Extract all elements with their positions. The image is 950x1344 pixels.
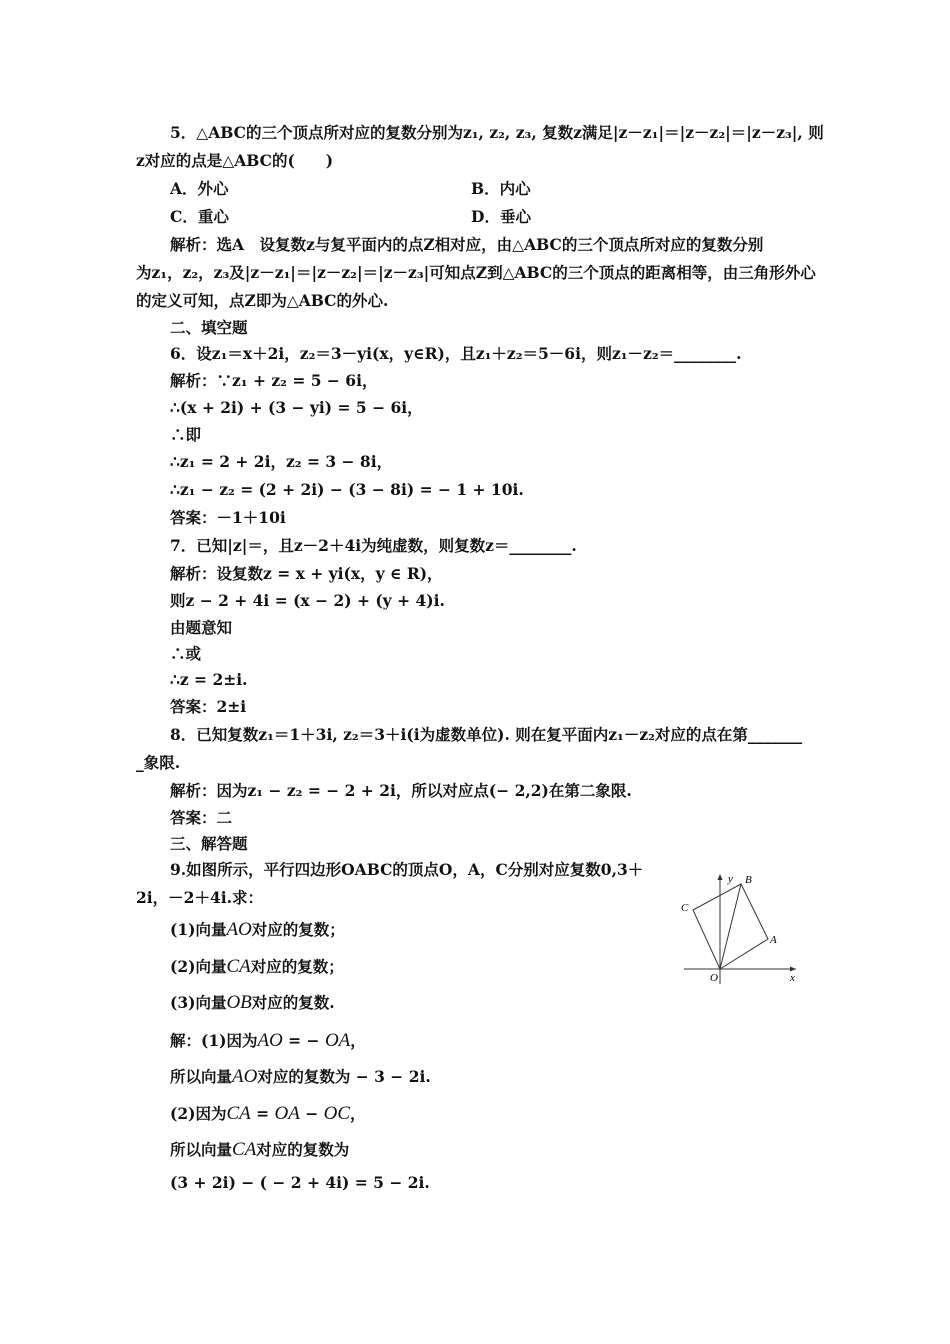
q5-analysis-2: 为z₁，z₂，z₃及|z－z₁|＝|z－z₂|＝|z－z₃|可知点Z到△ABC的三个顶点的距离相等，由三角形外心: [136, 263, 816, 282]
diagonal-ob: [720, 884, 741, 969]
q9-solution-2: (2)因为CA = OA − OC，: [170, 1103, 366, 1124]
q6-step: ∴即: [170, 425, 202, 444]
q6-answer: 答案：－1＋10i: [170, 508, 286, 527]
vector-oa: OA: [274, 1103, 300, 1124]
q5-line1: 5．△ABC的三个顶点所对应的复数分别为z₁, z₂, z₃, 复数z满足|z－z₁|＝|z－z₂|＝|z－z₃|, 则: [170, 123, 824, 142]
vector-ao: AO: [226, 919, 252, 940]
q7-question: 7．已知|z|＝，且z－2＋4i为纯虚数，则复数z＝________.: [170, 536, 577, 555]
label-y: y: [728, 873, 733, 885]
q5-option-c: C．重心: [170, 207, 229, 226]
q7-step: ∴z = 2±i.: [170, 670, 248, 689]
q6-question: 6．设z₁＝x＋2i，z₂＝3－yi(x，y∈R)，且z₁＋z₂＝5－6i，则z₁－z₂＝________.: [170, 344, 742, 363]
q5-line2: z对应的点是△ABC的( ): [136, 151, 334, 170]
vector-ca: CA: [226, 956, 251, 977]
q6-step: ∴z₁ = 2 + 2i，z₂ = 3 − 8i，: [170, 452, 393, 471]
q9-sub2: (2)向量CA对应的复数；: [170, 956, 344, 977]
q7-step: 则z − 2 + 4i = (x − 2) + (y + 4)i.: [170, 591, 445, 610]
q7-step: 解析：设复数z = x + yi(x，y ∈ R)，: [170, 564, 443, 583]
q6-step: 解析：∵z₁ + z₂ = 5 − 6i，: [170, 371, 378, 390]
vector-ob: OB: [226, 992, 252, 1013]
q7-answer: 答案：2±i: [170, 697, 247, 716]
section-solve: 三、解答题: [170, 834, 248, 853]
q8-question: 8．已知复数z₁＝1＋3i, z₂＝3＋i(i为虚数单位). 则在复平面内z₁－z₂对应的点在第_______: [170, 725, 803, 744]
x-axis-arrow: [790, 967, 796, 972]
q9-solution-1b: 所以向量AO对应的复数为 − 3 − 2i.: [170, 1066, 431, 1087]
q7-step: 由题意知: [170, 618, 233, 637]
q8-analysis: 解析：因为z₁ − z₂ = − 2 + 2i，所以对应点(− 2,2)在第二象限.: [170, 781, 632, 800]
q5-analysis-1: 解析：选A 设复数z与复平面内的点Z相对应，由△ABC的三个顶点所对应的复数分别: [170, 235, 764, 254]
vector-ca: CA: [232, 1139, 257, 1160]
section-fill-blank: 二、填空题: [170, 318, 248, 337]
q9-sub1: (1)向量AO对应的复数；: [170, 919, 345, 940]
q8-question-cont: _象限.: [136, 753, 181, 772]
y-axis-arrow: [718, 874, 723, 880]
q5-option-d: D．垂心: [471, 207, 531, 226]
q9-line1: 9.如图所示，平行四边形OABC的顶点O，A，C分别对应复数0,3＋: [170, 860, 644, 879]
label-x: x: [790, 972, 795, 984]
parallelogram-figure: [676, 866, 806, 986]
q9-solution-2b: 所以向量CA对应的复数为: [170, 1139, 350, 1160]
vector-ca: CA: [226, 1103, 251, 1124]
q5-option-a: A．外心: [170, 179, 229, 198]
vector-ao: AO: [257, 1030, 283, 1051]
q9-solution-2c: (3 + 2i) − ( − 2 + 4i) = 5 − 2i.: [170, 1173, 430, 1192]
q8-answer: 答案：二: [170, 808, 233, 827]
label-c: C: [681, 902, 689, 914]
vector-oc: OC: [323, 1103, 351, 1124]
q6-step: ∴(x + 2i) + (3 − yi) = 5 − 6i，: [170, 398, 423, 417]
label-b: B: [745, 874, 752, 886]
vector-oa: OA: [324, 1030, 351, 1051]
q9-solution-1: 解：(1)因为AO = − OA，: [170, 1030, 366, 1051]
q6-step: ∴z₁ − z₂ = (2 + 2i) − (3 − 8i) = − 1 + 10i.: [170, 480, 524, 499]
label-a: A: [770, 934, 777, 946]
q7-step: ∴或: [170, 644, 202, 663]
q9-sub3: (3)向量OB对应的复数.: [170, 992, 335, 1013]
vector-ao: AO: [232, 1066, 258, 1087]
q5-option-b: B．内心: [471, 179, 531, 198]
q5-analysis-3: 的定义可知，点Z即为△ABC的外心.: [136, 291, 389, 310]
q9-line2: 2i，－2＋4i.求：: [136, 888, 264, 907]
label-o: O: [710, 972, 718, 984]
